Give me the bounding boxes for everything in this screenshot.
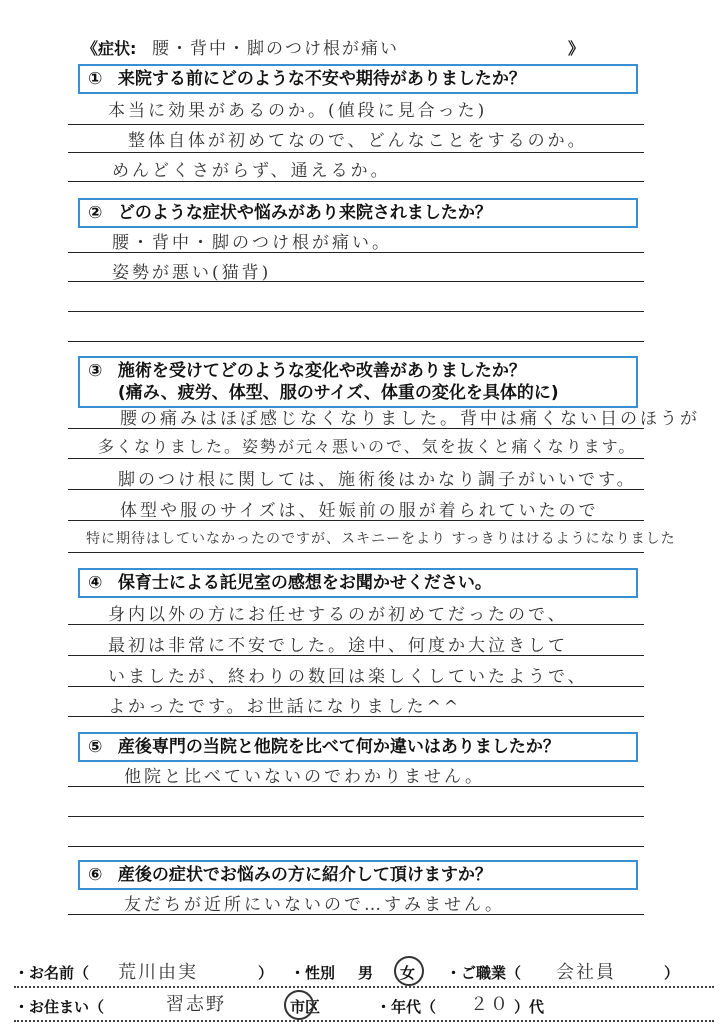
question-text: 来院する前にどのような不安や期待がありましたか？ xyxy=(117,69,526,89)
question-subtext: (痛み、疲労、体型、服のサイズ、体重の変化を具体的に) xyxy=(117,383,559,403)
question-number: ③ xyxy=(88,361,103,381)
symptom-handwritten: 腰・背中・脚のつけ根が痛い xyxy=(152,39,399,59)
question-text: 産後専門の当院と他院を比べて何か違いはありましたか？ xyxy=(117,737,560,757)
answer-line xyxy=(68,181,644,182)
age-close: ）代 xyxy=(514,998,545,1016)
answer-text: よかったです。お世話になりました^^ xyxy=(108,697,462,717)
city-label: 市区 xyxy=(290,998,321,1016)
answer-line xyxy=(68,311,644,312)
age-value: ２０ xyxy=(470,994,510,1015)
answer-text: 体型や服のサイズは、妊娠前の服が着られていたので xyxy=(120,501,599,521)
selected-circle-mark xyxy=(394,956,424,986)
dotted-underline xyxy=(14,1020,714,1022)
question-text: 保育士による託児室の感想をお聞かせください。 xyxy=(117,573,492,593)
answer-line xyxy=(68,816,644,817)
question-number: ④ xyxy=(88,573,103,593)
symptom-label: 《症状: xyxy=(82,39,137,58)
answer-text: 他院と比べていないのでわかりません。 xyxy=(124,767,486,787)
answer-text: 整体自体が初めてなので、どんなことをするのか。 xyxy=(128,131,588,151)
answer-text: めんどくさがらず、通えるか。 xyxy=(112,161,391,181)
name-value: 荒川由実 xyxy=(118,962,198,983)
question-number: ① xyxy=(88,69,103,89)
question-3-box xyxy=(78,356,638,408)
answer-text: いましたが、終わりの数回は楽しくしていたようで、 xyxy=(108,667,588,687)
question-text: どのような症状や悩みがあり来院されましたか？ xyxy=(117,203,492,223)
question-number: ⑥ xyxy=(88,865,103,885)
question-1-box xyxy=(78,64,638,94)
answer-text: 腰の痛みはほぼ感じなくなりました。背中は痛くない日のほうが xyxy=(120,409,700,429)
answer-text: 脚のつけ根に関しては、施術後はかなり調子がいいです。 xyxy=(118,470,637,490)
answer-line xyxy=(68,124,644,125)
answer-text: 最初は非常に不安でした。途中、何度か大泣きして xyxy=(108,636,568,656)
dotted-underline xyxy=(14,986,714,988)
question-text: 施術を受けてどのような変化や改善がありましたか？ xyxy=(117,361,526,381)
address-value: 習志野 xyxy=(166,994,226,1015)
selected-circle-mark xyxy=(284,990,314,1020)
answer-text: 多くなりました。姿勢が元々悪いので、気を抜くと痛くなります。 xyxy=(98,437,637,456)
question-text: 産後の症状でお悩みの方に紹介して頂けますか？ xyxy=(117,865,492,885)
answer-text: 身内以外の方にお任せするのが初めてだったので、 xyxy=(108,605,568,625)
answer-line xyxy=(68,341,644,342)
question-6-box xyxy=(78,860,638,890)
name-close: ） xyxy=(258,964,274,982)
symptom-line xyxy=(82,36,585,60)
answer-line xyxy=(68,846,644,847)
job-value: 会社員 xyxy=(556,962,616,983)
question-number: ② xyxy=(88,203,103,223)
answer-line xyxy=(68,152,644,153)
symptom-close: 》 xyxy=(568,39,585,58)
question-5-box xyxy=(78,732,638,762)
age-label: ・年代（ xyxy=(376,998,437,1016)
answer-text: 姿勢が悪い(猫背) xyxy=(112,263,272,283)
question-2-box xyxy=(78,198,638,228)
answer-text: 特に期待はしていなかったのですが、スキニーをより すっきりはけるようになりました xyxy=(86,531,676,547)
answer-line xyxy=(68,552,644,553)
answer-text: 腰・背中・脚のつけ根が痛い。 xyxy=(112,233,392,253)
job-label: ・ご職業（ xyxy=(446,964,522,982)
gender-male: 男 xyxy=(358,964,374,982)
answer-line xyxy=(68,458,644,459)
name-label: ・お名前（ xyxy=(14,964,90,982)
answer-text: 友だちが近所にいないので…すみません。 xyxy=(124,895,506,915)
answer-text: 本当に効果があるのか。(値段に見合った) xyxy=(108,101,488,121)
gender-female: 女 xyxy=(400,964,416,982)
question-number: ⑤ xyxy=(88,737,103,757)
gender-label: ・性別 xyxy=(290,964,336,982)
question-4-box xyxy=(78,568,638,598)
address-label: ・お住まい（ xyxy=(14,998,105,1016)
job-close: ） xyxy=(664,964,680,982)
